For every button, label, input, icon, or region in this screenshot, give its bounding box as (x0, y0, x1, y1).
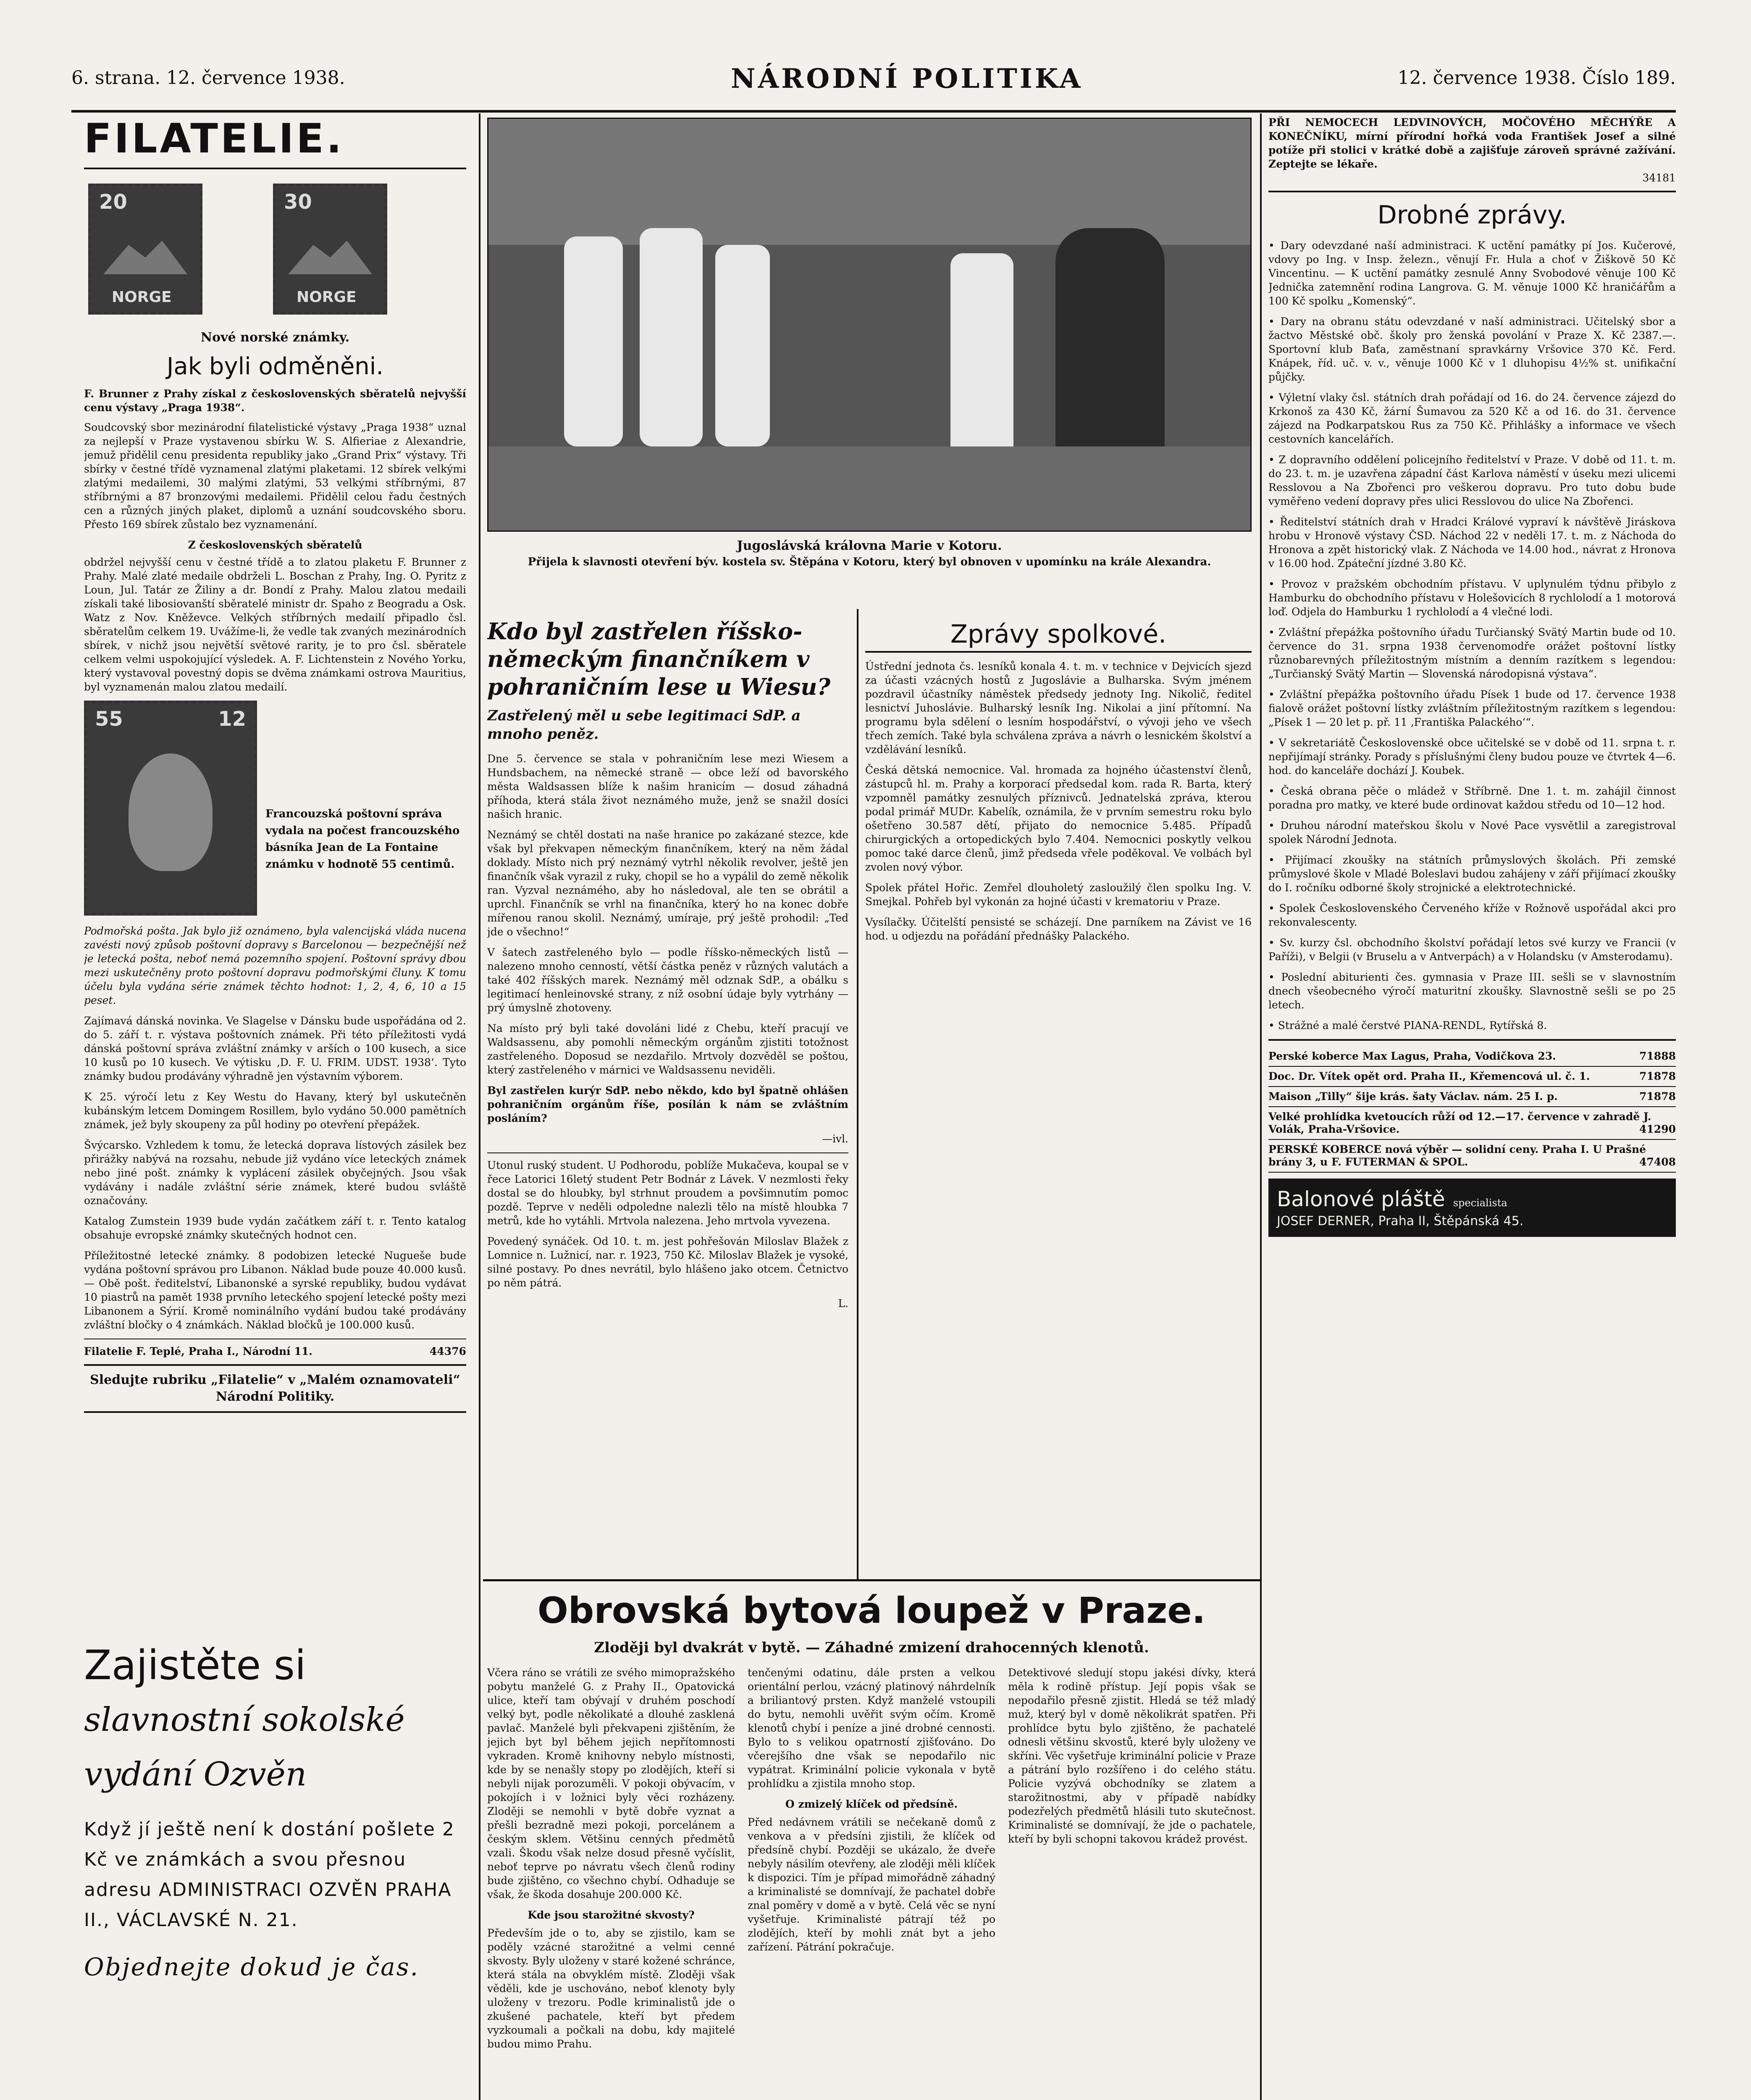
burglary-subhead: Zloději byl dvakrát v bytě. — Záhadné zmizení drahocenných klenotů. (594, 1639, 1149, 1656)
photo (487, 118, 1252, 532)
paragraph: Detektivové sledují stopu jakési dívky, která měla k rodině přístup. Její popis však se nepodařilo přesně zjistit. Hledá se též mladý muž, který byl v domě několikrát spatřen. Při prohlídce bytu bylo zjištěno, že pachatelé odnesli většinu skvostů, které byly uloženy ve skříni. Věc vyšetřuje kriminální policie v Praze a pátrání bylo rozšířeno i do celého státu. Policie vyzývá obchodníky se zlatem a starožitnostmi, aby v případě nabídky podezřelých předmětů hlásili tuto skutečnost. Kriminalisté se domnívají, že jde o pachatele, kteří by byli schopni takovou krádež provést. (1008, 1667, 1256, 1845)
subhead: Z československých sběratelů (188, 539, 362, 551)
bottom-ad: Balonové pláště specialista JOSEF DERNER, Praha II, Štěpánská 45. (1268, 1179, 1676, 1237)
ad-closing: Objednejte dokud je čas. (84, 1953, 419, 1981)
stamp-caption: Nové norské známky. (200, 330, 350, 345)
paragraph: obdržel nejvyšší cenu v čestné třídě a to zlatou plaketu F. Brunner z Prahy. Malé zlaté medaile obdrželi L. Boschan z Prahy, Ing. O. Pyritz z Loun, Jul. Tatár ze Žiliny a dr. Bondí z Prahy. Malou zlatou medaili získali také libosiovanští sběratelé ministr dr. Spaho z Beogradu a Osk. Watz z Nov. Kněževce. Velkých stříbrných medailí připadlo čsl. sběratelům celkem 19. Uvážíme-li, že vedle tak zvaných mezinárodních sbírek, v nichž jsou největší světové rarity, je to pro čsl. sběratele celkem velmi uspokojující výsledek. A. F. Lichtenstein z Nového Yorku, který vystavoval povestný dopis se dvěma známkami ostrova Mauritius, byl vyznamenán malou zlatou medailí. (84, 556, 466, 693)
filatelie-section (84, 116, 466, 1628)
right-column (1268, 116, 1676, 2100)
ad-body: Když jí ještě není k dostání pošlete 2 Kč ve známkách a svou přesnou adresu ADMINISTRACI OZVĚN PRAHA II., VÁCLAVSKÉ N. 21. (84, 1819, 455, 1931)
classified-ad: Perské koberce Max Lagus, Praha, Vodičkova 23. 71888 (1268, 1047, 1676, 1067)
classified-ad: Maison „Tilly“ šije krás. šaty Václav. nám. 25 I. p. 71878 (1268, 1087, 1676, 1107)
top-ad: PŘI NEMOCECH LEDVINOVÝCH, MOČOVÉHO MĚCHÝŘE A KONEČNÍKU, mírní přírodní hořká voda František Josef a silné potíže při stolici v krátké době a zajišťuje zároveň správné zažívání. Zeptejte se lékaře. (1268, 116, 1676, 170)
ad-line: vydání Ozvěn (84, 1756, 307, 1793)
paragraph: Spolek přátel Hořic. Zemřel dlouholetý zasloužilý člen spolku Ing. V. Smejkal. Pohřeb byl vykonán za hojné účasti v krematoriu v Praze. (865, 882, 1252, 908)
short-news-item: • V sekretariátě Československé obce učitelské se v době od 11. srpna t. r. nepřijímají stránky. Porady s příslušnými členy budou pouze ve čtvrtek 4—6. hod. do kanceláře dochází J. Koubek. (1268, 737, 1676, 777)
news-item: Povedený synáček. Od 10. t. m. jest pohřešován Miloslav Blažek z Lomnice n. Lužnicí, nar. r. 1923, 750 Kč. Miloslav Blažek je vysoké, silné postavy. Po dnes nevrátil, bylo hlášeno jako otcem. Četnictvo po něm pátrá. (487, 1235, 848, 1289)
short-news-item: • Dary na obranu státu odevzdané v naší administraci. Učitelský sbor a žactvo Městské obč. školy pro ženská povolání v Praze X. Kč 2387.—. Sportovní klub Baťa, zaměstnaní spravkárny Vršovice 370 Kč. Ferd. Knápek, říd. uč. v. v., věnuje 1000 Kč v 1 dluhopisu 4½% st. unifikační půjčky. (1268, 315, 1676, 383)
french-caption: Francouzská poštovní správa vydala na počest francouzského básníka Jean de La Fontaine známku v hodnotě 55 centimů. (265, 808, 460, 871)
subhead: Kde jsou starožitné skvosty? (528, 1909, 695, 1921)
short-news-item: • Zvláštní přepážka poštovního úřadu Písek 1 bude od 17. července 1938 fialově orážet poštovní lístky zvláštním příležitostným razítkem s legendou: „Písek 1 — 20 let p. př. 11 ‚Františka Palackého‘“. (1268, 688, 1676, 728)
page-info: 6. strana. 12. července 1938. (71, 67, 345, 89)
short-news-item: • Druhou národní mateřskou školu v Nové Pace vysvětlil a zaregistroval spolek Národní Jednota. (1268, 819, 1676, 845)
paragraph: Česká dětská nemocnice. Val. hromada za hojného účastenství členů, zástupců hl. m. Prahy a korporací předsedal kom. rada R. Barta, který vzpomněl památky zesnulých příznivců. Jednatelská zpráva, kterou podal primář MUDr. Kabelík, oznámila, že v prvním semestru roku bylo ošetřeno 30.587 dětí, přijato do nemocnice 5.485. Případů chirurgických a ortopedických bylo 7.404. Nemocnici poskytly velkou pomoc také darce členů, jimž předseda vřele poděkoval. Ve volbách byl zvolen nový výbor. (865, 764, 1252, 873)
paragraph: K 25. výročí letu z Key Westu do Havany, který byl uskutečněn kubánským letcem Domingem Rosillem, bylo vydáno 50.000 pamětních známek, jež byly skoupeny za půl hodiny po otevření přepážek. (84, 1091, 466, 1131)
classifieds (1268, 1047, 1676, 1173)
article-headline: Kdo byl zastřelen říšsko-německým finančníkem v pohraničním lese u Wiesu? (487, 618, 831, 700)
stamp-image: 30 NORGE (273, 184, 387, 315)
norway-stamps (84, 175, 466, 326)
photo-caption-title: Jugoslávská královna Marie v Kotoru. (737, 538, 1002, 553)
masthead-rule (71, 110, 1676, 113)
short-news-item: • Přijímací zkoušky na státních průmyslových školách. Při zemské průmyslové škole v Mladé Boleslavi budou zahájeny v září přijímací zkoušky do I. ročníku odborné školy strojnické a elektrotechnické. (1268, 854, 1676, 894)
paragraph: Zajímavá dánská novinka. Ve Slagelse v Dánsku bude uspořádána od 2. do 5. září t. r. výstava poštovních známek. Při této příležitosti vydá dánská poštovní správa zvláštní známky v arších o 100 kusech, a sice 10 kusů po 10 kusech. Ve výtisku ‚D. F. U. FRIM. UDST. 1938‘. Tyto známky budou prodávány výhradně jen výstavním výborem. (84, 1015, 466, 1082)
short-news-item: • Zvláštní přepážka poštovního úřadu Turčianský Svätý Martin bude od 10. července do 31. srpna 1938 červenomodře orážet poštovní lístky různobarevných příležitostným místním a denním razítkem s legendou: „Turčianský Svätý Martin — Slovenská národopisná výstava“. (1268, 626, 1676, 680)
newspaper-title: NÁRODNÍ POLITIKA (731, 63, 1083, 94)
burglary-headline: Obrovská bytová loupež v Praze. (537, 1590, 1206, 1632)
masthead (71, 63, 1676, 109)
section-heading: Zprávy spolkové. (865, 617, 1252, 653)
paragraph: Včera ráno se vrátili ze svého mimopražského pobytu manželé G. z Prahy II., Opatovická ulice, kteří tam obývají v druhém poschodí velký byt, podle několikaté a dlouhé zasklená pavlač. Manželé byli překvapeni zjištěním, že jejich byt byl během jejich nepřítomnosti vykraden. Kromě knihovny nebylo místnosti, kde by se nenašly stopy po zlodějích, kteří si nebyli nijak porozuměli. V pokoji obývacím, v pokojích i v ložnici byly věci rozházeny. Zloději se nemohli v bytě dobře vyznat a přešli bezradně mezi pokoji, porcelánem a českým sklem. Většinu cenných předmětů vzali. Škodu však nelze dosud přesně vyčíslit, neboť teprve po návratu všech členů rodiny bude zjištěno, co všechno chybí. Odhaduje se však, že škoda dosahuje 200.000 Kč. (487, 1667, 735, 1900)
paragraph: Neznámý se chtěl dostati na naše hranice po zakázané stezce, kde však byl překvapen německým finančníkem, který na něm žádal doklady. Místo nich prý neznámý vytrhl několik revolver, ještě jen finančník však vyrazil z ruky, chopil se ho a vypálil do země několik ran. Vyzval neznámého, aby ho následoval, ale ten se obrátil a uprchl. Finančník se vrhl na finančníka, který ho na konec dobře mířenou ranou skolil. Neznámý, umíraje, prý ještě prohodil: „Teď jde o všechno!“ (487, 829, 848, 938)
short-news-item: • Spolek Československého Červeného kříže v Rožnově uspořádal akci pro rekonvalescenty. (1268, 902, 1676, 928)
paragraph: Na místo prý byli také dovoláni lidé z Chebu, kteří pracují ve Waldsassenu, aby pomohli německým orgánům zjistiti totožnost zastřeleného. Doposud se nezdařilo. Mrtvoly dozvěděl se poštou, který zastřeleného v márnici ve Waldsassenu neviděli. (487, 1022, 848, 1076)
short-news-item: • Sv. kurzy čsl. obchodního školství pořádají letos své kurzy ve Francii (v Paříži), v Belgii (v Bruselu a v Antverpách) a v Holandsku (v Amsterodamu). (1268, 937, 1676, 963)
spolkove-section (865, 617, 1252, 1550)
paragraph: Ústřední jednota čs. lesníků konala 4. t. m. v technice v Dejvicích sjezd za účasti vzácných hostů z Jugoslávie a Bulharska. Svým jménem pozdravil účastníky náměstek předsedy jednoty Ing. Nikolič, ředitel lesnictví Juhoslávie. Bulharský lesník Ing. Nikolai a jiní přítomní. Na programu byla sdělení o lesním hospodářství, o vývoji jeho ve všech třech zemích. Také byla schválena zpráva a návrh o lesnickém školství a vzdělávání lesníků. (865, 660, 1252, 756)
paragraph: Švýcarsko. Vzhledem k tomu, že letecká doprava lístových zásilek bez přirážky nabývá na rozsahu, nebude již vydáno více leteckých známek nebo jiné pošt. známky k vyplácení zásilek obyčejných. Jsou však vydávány i nadále zvláštní série známek, které budou svláště označovány. (84, 1139, 466, 1207)
stamp-image: 20 NORGE (88, 184, 202, 315)
frontier-article (487, 617, 848, 1550)
news-item: Utonul ruský student. U Podhorodu, poblíže Mukačeva, koupal se v řece Latorici 16letý student Petr Bodnár z Lávek. V nezmlosti řeky dostal se do hloubky, byl strhnut proudem a povšimnutím pomoc pozdě. Teprve v neděli odpoledne nalezli tělo na místě hloubka 7 metrů, kde ho vytáhli. Mrtvola nalezena. Jeho mrtvola vyvezena. (487, 1159, 848, 1227)
paragraph: tenčenými odatinu, dále prsten a velkou orientální perlou, vzácný platinový náhrdelník a briliantový prsten. Když manželé vstoupili do bytu, nemohli uvěřit svým očím. Kromě klenotů chybí i peníze a jiné drobné cennosti. Bylo to s velikou opatrností zjišťováno. Do včerejšího dne však se nepodařilo nic vypátrat. Kriminální policie vykonala v bytě prohlídku a zjistila mnoho stop. (748, 1667, 995, 1790)
filatelie-footer: Filatelie F. Teplé, Praha I., Národní 11. 44376 (84, 1345, 466, 1357)
section-heading: Drobné zprávy. (1377, 200, 1567, 230)
short-news-item: • Provoz v pražském obchodním přístavu. V uplynulém týdnu přibylo z Hamburku do obchodního přístavu v Holešovicích 8 rychlolodí a 1 motorová loď. Odjela do Hamburku 1 rychlolodí a 4 vlečné lodi. (1268, 578, 1676, 618)
short-news-item: • Z dopravního oddělení policejního ředitelství v Praze. V době od 11. t. m. do 23. t. m. je uzavřena západní část Karlova náměstí v úseku mezi ulicemi Resslovou a Na Zbořenci pro veškerou dopravu. Pro tuto dobu bude vyměřeno vedení dopravy přes ulici Resslovou do ulice Na Zbořenci. (1268, 454, 1676, 507)
issue-info: 12. července 1938. Číslo 189. (1397, 67, 1676, 89)
classified-ad: PERSKÉ KOBERCE nová výběr — solidní ceny. Praha I. U Prašné brány 3, u F. FUTERMAN & SPOL. 47408 (1268, 1140, 1676, 1173)
short-news-item: • Strážné a malé čerstvé PIANA-RENDL, Rytířská 8. (1268, 1019, 1547, 1032)
column-divider (1260, 113, 1262, 2100)
follow-note: Sledujte rubriku „Filatelie“ v „Malém oznamovateli“ Národní Politiky. (90, 1373, 460, 1404)
photo-caption-text: Přijela k slavnosti otevření býv. kostela sv. Štěpána v Kotoru, který byl obnoven v upomínku na krále Alexandra. (528, 556, 1211, 568)
short-news-item: • Výletní vlaky čsl. státních drah pořádají od 16. do 24. července zájezd do Krkonoš za 430 Kč, žární Šumavou za 520 Kč a od 16. do 31. července zájezd na Podkarpatskou Rus za 750 Kč. Přihlášky a informace ve všech cestovních kancelářích. (1268, 391, 1676, 445)
subhead: O zmizelý klíček od předsíně. (785, 1798, 958, 1810)
paragraph: Soudcovský sbor mezinárodní filatelistické výstavy „Praga 1938“ uznal za nejlepší v Praze vystavenou sbírku W. S. Alfieriae z Alexandrie, jemuž přidělil cenu presidenta republiky jako „Grand Prix“ výstavy. Tři sbírky v čestné třídě vyznamenal zlatými plaketami. 12 sbírek velkými zlatými medailemi, 30 malými zlatými, 53 velkými stříbrnými, 87 stříbrnými a 87 bronzovými medailemi. Přidělil celou řadu čestných cen a různých jiných plaket, diplomů a uznání soudcovského sboru. Přesto 169 sbírek zůstalo bez vyznamenání. (84, 421, 466, 530)
paragraph: Před nedávnem vrátili se nečekaně domů z venkova a v předsíni zjistili, že klíček od předsíně chybí. Později se ukázalo, že dveře nebyly násilím otevřeny, ale zloději měli klíček k dispozici. Tím je případ mimořádně záhadný a kriminalisté se domnívají, že pachatel dobře znal poměry v domě a v bytě. Celá věc se nyní vyšetřuje. Kriminalisté pátrají též po zlodějích, kteří by mohli znát byt a jeho zařízení. Pátrání pokračuje. (748, 1816, 995, 1953)
short-news-item: • Dary odevzdané naší administraci. K uctění památky pí Jos. Kučerové, vdovy po Ing. v Insp. železn., věnují Fr. Hula a choť v Žiškově 50 Kč Vincentinu. — K uctění památky zesnulé Anny Svobodové věnuje 100 Kč Jednička zatemnění rodina Langrova. G. M. věnuje 1000 Kč hraničářům a 100 Kč spolku „Komenský“. (1268, 239, 1676, 307)
short-news-item: • Česká obrana pěče o mládež v Stříbrně. Dne 1. t. m. zahájil činnost poradna pro matky, ve které bude ordinovat každou středu od 10—12 hod. (1268, 785, 1676, 811)
burglary-article (487, 1588, 1256, 2100)
paragraph: V šatech zastřeleného bylo — podle říšsko-německých listů — nalezeno mnoho cenností, větší částka peněz v různých valutách a také 402 říšských marek. Neznámý měl odznak SdP., a obálku s legitimací henleinovské strany, z níž osobní údaje byly vytrhány — prý úmyslně zhotoveny. (487, 946, 848, 1014)
sokol-ad (84, 1638, 466, 2100)
signature: L. (838, 1297, 848, 1310)
classified-ad: Doc. Dr. Vítek opět ord. Praha II., Křemencová ul. č. 1. 71878 (1268, 1067, 1676, 1087)
paragraph: Dne 5. července se stala v pohraničním lese mezi Wiesem a Hundsbachem, na německé straně — obce leží od bavorského města Waldsassen blíže k našim hranicím — dosud záhadná příhoda, která stála život neznámého muže, jenž se snažil dosíci našich hranic. (487, 753, 848, 820)
lead: F. Brunner z Prahy získal z československých sběratelů nejvyšší cenu výstavy „Praga 1938“. (84, 388, 466, 414)
ad-line: Zajistěte si (84, 1642, 306, 1689)
signature: —ivl. (822, 1133, 848, 1145)
french-stamp-block (84, 701, 466, 916)
ad-code: 34181 (1642, 172, 1676, 184)
column-divider (857, 609, 858, 1579)
paragraph: Byl zastřelen kurýr SdP. nebo někdo, kdo byl špatně ohlášen pohraničním orgánům říše, posílán k nám se zvláštním posláním? (487, 1084, 848, 1124)
filatelie-heading: FILATELIE. (84, 116, 344, 162)
classified-ad: Velké prohlídka kvetoucích růží od 12.—17. července v zahradě J. Volák, Praha-Vršovice. 41290 (1268, 1107, 1676, 1140)
short-news-item: • Poslední abiturienti čes. gymnasia v Praze III. sešli se v slavnostním dnech všeobecného výročí maturitní zkoušky. Slavnostně sešli se po 25 letech. (1268, 971, 1676, 1011)
paragraph: Příležitostné letecké známky. 8 podobizen letecké Nugueše bude vydána poštovní správou pro Libanon. Náklad bude pouze 40.000 kusů. — Obě pošt. ředitelství, Libanonské a syrské republiky, budou vydávat 10 piastrů na pamět 1938 prvního leteckého spojení letecké pošty mezi Libanonem a Sýrií. Kromě nominálního vydání budou také prodávány zvláštní bločky o 4 známkách. Náklad bločků je 100.000 kusů. (84, 1250, 466, 1331)
paragraph: Vysílačky. Účitelští pensisté se scházejí. Dne parníkem na Závist ve 16 hod. u odjezdu na pořádání přednášky Palackého. (865, 916, 1252, 942)
short-news-list (1268, 239, 1676, 1032)
section-rule (483, 1579, 1260, 1581)
ad-line: slavnostní sokolské (84, 1701, 405, 1739)
stamp-image: 55 12 (84, 701, 257, 916)
column-divider (479, 113, 480, 2100)
paragraph: Katalog Zumstein 1939 bude vydán začátkem září t. r. Tento katalog obsahuje evropské známky skutečných hodnot cen. (84, 1215, 466, 1241)
article-subtitle: Zastřelený měl u sebe legitimaci SdP. a mnoho peněz. (487, 707, 801, 743)
queen-photo-block (487, 118, 1252, 605)
article-title: Jak byli odměněni. (166, 353, 384, 380)
paragraph: Především jde o to, aby se zjistilo, kam se poděly vzácné starožitné a velmi cenné skvosty. Byly uloženy v staré kožené schránce, která stála na obvyklém místě. Zloději však věděli, kde je uschováno, neboť klenoty byly uloženy v trezoru. Podle kriminalistů jde o zkušené pachatele, kteří byt předem vyzkoumali a počkali na dobu, kdy majitelé budou mimo Prahu. (487, 1927, 735, 2050)
short-news-item: • Ředitelství státních drah v Hradci Králové vypraví k návštěvě Jiráskova hrobu v Hronově výstavy ČSD. Náchod 22 v neděli 17. t. m. z Náchoda do Hronova a zpět historický vlak. Z Náchoda ve 14.00 hod., návrat z Hronova v 16.00 hod. Zpáteční jízdné 3.80 Kč. (1268, 516, 1676, 570)
paragraph: Podmořská pošta. Jak bylo již oznámeno, byla valencijská vláda nucena zavésti nový způsob poštovní dopravy s Barcelonou — bezpečnější než je letecká pošta, neboť nemá pozemního spojení. Poštovní správy dbou mezi uskutečněny proto poštovní dopravu podmořskými čluny. K tomu účelu byla vydána série známek těchto hodnot: 1, 2, 4, 6, 10 a 15 peset. (84, 925, 466, 1006)
